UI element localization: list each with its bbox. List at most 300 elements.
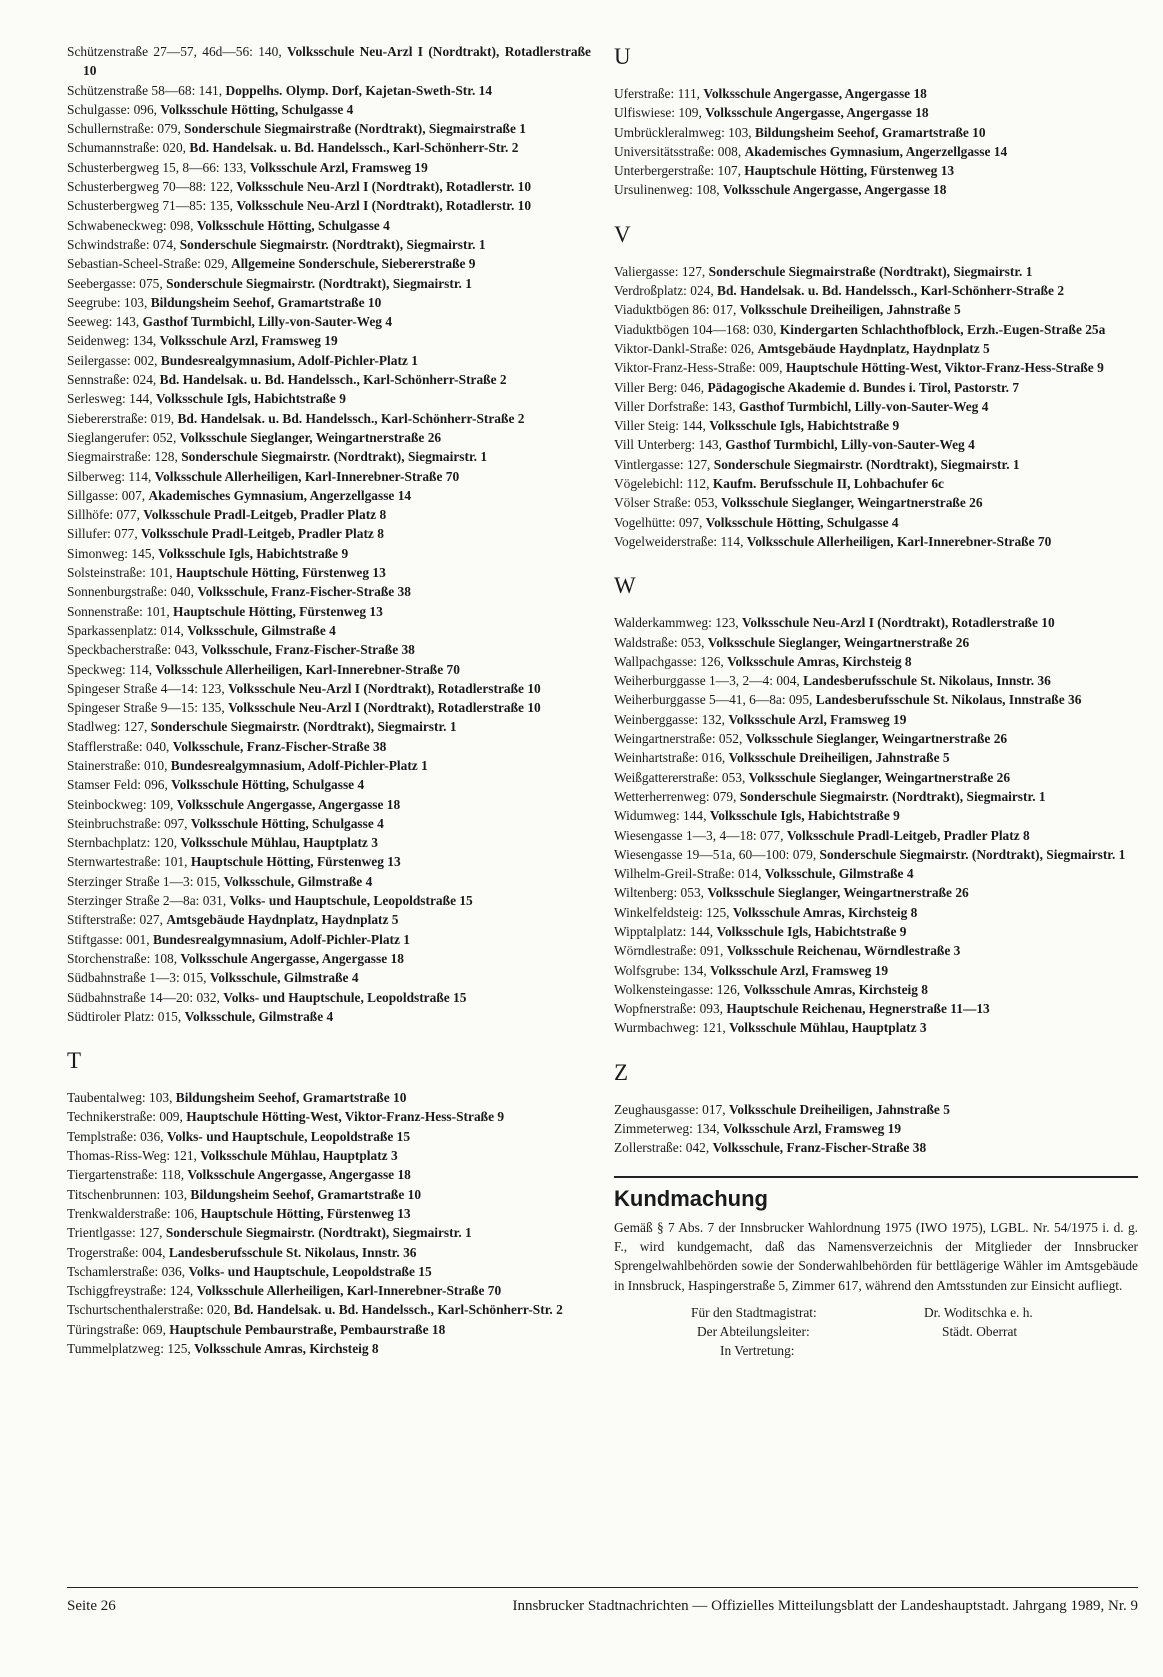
street-name: Tschurtschenthalerstraße:: [67, 1302, 204, 1318]
street-entry: [614, 262, 1138, 281]
street-name: Waldstraße:: [614, 634, 678, 650]
district-code: 097,: [164, 815, 188, 831]
street-entry: [614, 378, 1138, 397]
polling-location: Volksschule, Franz-Fischer-Straße 38: [172, 738, 387, 754]
polling-location: Bundesrealgymnasium, Adolf-Pichler-Platz 1: [170, 757, 428, 773]
street-name: Viaduktbögen 86:: [614, 302, 710, 318]
district-code: 014,: [738, 866, 762, 882]
district-code: 121,: [702, 1020, 726, 1036]
street-entry: [67, 293, 591, 312]
polling-location: Volksschule Sieglanger, Weingartnerstraße 26: [707, 634, 970, 650]
district-code: 053,: [680, 634, 705, 650]
street-entry: [67, 1281, 591, 1300]
district-code: 052,: [718, 731, 743, 747]
street-name: Steinbruchstraße:: [67, 815, 161, 831]
district-code: 132,: [701, 711, 725, 727]
street-name: Völser Straße:: [614, 495, 691, 511]
street-entry: [614, 532, 1138, 551]
street-entry: [614, 961, 1138, 980]
signature-line-1: Für den Stadtmagistrat:: [691, 1304, 817, 1320]
street-entry: [614, 435, 1138, 454]
street-name: Sternwartestraße:: [67, 854, 161, 870]
polling-location: Sonderschule Siegmairstraße (Nordtrakt), Siegmairstr. 1: [708, 263, 1033, 279]
district-code: 134,: [132, 333, 157, 349]
district-code: 108,: [153, 950, 178, 966]
polling-location: Volksschule, Gilmstraße 4: [223, 873, 373, 889]
street-name: Sillufer:: [67, 526, 111, 542]
street-entry: [67, 1339, 591, 1358]
polling-location: Volksschule Neu-Arzl I (Nordtrakt), Rotadlerstr. 10: [236, 179, 532, 195]
district-code: 029,: [204, 256, 228, 272]
street-entry: [614, 671, 1138, 690]
street-name: Siegmairstraße:: [67, 449, 152, 465]
polling-location: Amtsgebäude Haydnplatz, Haydnplatz 5: [757, 340, 990, 356]
district-code: 121,: [173, 1148, 197, 1164]
polling-location: Hauptschule Hötting, Fürstenweg 13: [173, 603, 383, 619]
polling-location: Volksschule, Franz-Fischer-Straße 38: [201, 642, 415, 658]
street-entry: [67, 1300, 591, 1319]
street-entry: [67, 891, 591, 910]
street-entry: [67, 409, 591, 428]
street-name: Winkelfeldsteig:: [614, 904, 703, 920]
street-name: Türingstraße:: [67, 1321, 140, 1337]
section-letter-u: U: [614, 44, 631, 69]
street-entry: [67, 42, 591, 81]
street-name: Schwabeneckweg:: [67, 217, 167, 233]
street-entry: [614, 845, 1138, 864]
street-entry: [67, 196, 591, 215]
district-code: 042,: [685, 1140, 710, 1156]
district-code: 125,: [706, 904, 730, 920]
district-code: 074,: [152, 236, 177, 252]
street-entry: [614, 999, 1138, 1018]
street-name: Tummelplatzweg:: [67, 1341, 164, 1356]
right-entries: [614, 42, 1138, 1158]
kundmachung-title: Kundmachung: [614, 1185, 768, 1211]
street-entry: [614, 397, 1138, 416]
street-entry: [614, 768, 1138, 787]
street-entry: [614, 1018, 1138, 1037]
street-name: Sillhöfe:: [67, 507, 114, 523]
district-code: 030,: [753, 321, 777, 337]
left-column: [67, 42, 591, 1358]
street-entry: [67, 756, 591, 775]
street-entry: [614, 729, 1138, 748]
street-entry: [67, 872, 591, 891]
polling-location: Sonderschule Siegmairstraße (Nordtrakt), Siegmairstraße 1: [184, 121, 526, 137]
street-entry: [67, 1007, 591, 1026]
street-entry: [67, 679, 591, 698]
district-code: 026,: [730, 340, 755, 356]
district-code: 127,: [686, 456, 711, 472]
street-entry: [67, 660, 591, 679]
polling-location: Bildungsheim Seehof, Gramartstraße 10: [175, 1090, 407, 1106]
street-entry: [614, 941, 1138, 960]
street-name: Ulfiswiese:: [614, 105, 675, 121]
street-entry: [67, 1146, 591, 1165]
street-entry: [67, 370, 591, 389]
polling-location: Volksschule Pradl-Leitgeb, Pradler Platz 8: [143, 507, 387, 523]
polling-location: Volksschule Amras, Kirchsteig 8: [194, 1341, 379, 1356]
street-entry: [614, 806, 1138, 825]
street-name: Universitätsstraße:: [614, 143, 715, 159]
street-name: Sonnenburgstraße:: [67, 584, 168, 600]
district-code: 096,: [133, 101, 158, 117]
street-name: Viktor-Franz-Hess-Straße:: [614, 360, 756, 376]
street-name: Wörndlestraße:: [614, 943, 697, 959]
street-name: Verdroßplatz:: [614, 283, 687, 299]
street-entry: [614, 358, 1138, 377]
street-entry: [67, 1262, 591, 1281]
street-name: Spingeser Straße 4—14:: [67, 680, 198, 696]
street-entry: [67, 814, 591, 833]
street-entry: [614, 903, 1138, 922]
polling-location: Volksschule Igls, Habichtstraße 9: [158, 545, 349, 561]
polling-location: Bildungsheim Seehof, Gramartstraße 10: [150, 294, 382, 310]
polling-location: Volks- und Hauptschule, Leopoldstraße 15: [223, 989, 467, 1005]
street-name: Walderkammweg:: [614, 615, 712, 631]
polling-location: Bundesrealgymnasium, Adolf-Pichler-Platz 1: [160, 352, 418, 368]
street-entry: [67, 1204, 591, 1223]
district-code: 101,: [164, 854, 188, 870]
polling-location: Sonderschule Siegmairstr. (Nordtrakt), Siegmairstr. 1: [181, 449, 488, 465]
street-name: Wurmbachweg:: [614, 1020, 699, 1036]
district-code: 008,: [717, 143, 742, 159]
street-name: Stadlweg:: [67, 719, 121, 735]
district-code: 036,: [140, 1128, 164, 1144]
district-code: 046,: [680, 379, 705, 395]
street-entry: [67, 1127, 591, 1146]
district-code: 053,: [694, 495, 718, 511]
street-name: Sterzinger Straße 2—8a:: [67, 893, 200, 909]
district-code: 103,: [149, 1090, 173, 1106]
polling-location: Bildungsheim Seehof, Gramartstraße 10: [190, 1186, 422, 1202]
district-code: 093,: [699, 1001, 724, 1017]
street-name: Simonweg:: [67, 545, 129, 561]
section-letter-w: W: [614, 573, 636, 599]
street-entry: [614, 123, 1138, 142]
street-entry: [67, 216, 591, 235]
street-entry: [614, 1119, 1138, 1138]
polling-location: Sonderschule Siegmairstr. (Nordtrakt), Siegmairstr. 1: [166, 275, 472, 291]
district-code: 091,: [699, 943, 724, 959]
polling-location: Hauptschule Reichenau, Hegnerstraße 11—13: [726, 1001, 990, 1017]
polling-location: Volksschule Mühlau, Hauptplatz 3: [729, 1020, 927, 1036]
signature-name: Dr. Woditschka e. h.: [924, 1304, 1033, 1320]
polling-location: Allgemeine Sonderschule, Siebererstraße 9: [231, 256, 476, 272]
polling-location: Volksschule Hötting, Schulgasse 4: [160, 101, 354, 117]
street-entry: [67, 486, 591, 505]
district-code: 123,: [201, 680, 225, 696]
street-name: Solsteinstraße:: [67, 565, 146, 581]
signature-block: [614, 1303, 1138, 1365]
polling-location: Volksschule Hötting, Schulgasse 4: [190, 815, 384, 831]
street-entry: [67, 447, 591, 466]
district-code: 031,: [202, 893, 227, 909]
street-entry: [67, 621, 591, 640]
polling-location: Volks- und Hauptschule, Leopoldstraße 15: [188, 1263, 432, 1279]
street-entry: [67, 1088, 591, 1107]
polling-location: Hauptschule Hötting, Fürstenweg 13: [176, 565, 386, 581]
street-name: Zimmeterweg:: [614, 1121, 693, 1137]
street-name: Schullernstraße:: [67, 121, 155, 137]
street-name: Seidenweg:: [67, 333, 130, 349]
street-entry: [614, 493, 1138, 512]
street-name: Seebergasse:: [67, 275, 136, 291]
district-code: 015,: [183, 970, 207, 986]
street-name: Spingeser Straße 9—15:: [67, 700, 198, 716]
street-name: Schützenstraße 27—57, 46d—56:: [67, 44, 253, 59]
street-name: Wallpachgasse:: [614, 653, 697, 669]
district-code: 052,: [152, 429, 177, 445]
street-entry: [67, 100, 591, 119]
polling-location: Volksschule Allerheiligen, Karl-Innerebner-Straße 70: [196, 1283, 502, 1299]
district-code: 017,: [712, 302, 737, 318]
street-entry: [67, 1243, 591, 1262]
street-name: Sillgasse:: [67, 487, 119, 503]
polling-location: Volksschule Hötting, Schulgasse 4: [705, 514, 899, 530]
polling-location: Volksschule Sieglanger, Weingartnerstraße 26: [745, 731, 1008, 747]
street-name: Tschamlerstraße:: [67, 1263, 159, 1279]
district-code: 114,: [720, 533, 744, 549]
street-entry: [67, 949, 591, 968]
street-name: Sparkassenplatz:: [67, 622, 157, 638]
polling-location: Sonderschule Siegmairstr. (Nordtrakt), Siegmairstr. 1: [819, 846, 1126, 862]
polling-location: Volksschule Sieglanger, Weingartnerstraße 26: [179, 429, 442, 445]
street-entry: [67, 119, 591, 138]
street-entry: [614, 864, 1138, 883]
polling-location: Volksschule Sieglanger, Weingartnerstraße 26: [721, 495, 983, 511]
polling-location: Sonderschule Siegmairstr. (Nordtrakt), Siegmairstr. 1: [150, 719, 457, 735]
street-name: Sternbachplatz:: [67, 835, 151, 851]
district-code: 127,: [139, 1225, 163, 1241]
polling-location: Hauptschule Hötting, Fürstenweg 13: [190, 854, 401, 870]
page-footer: [67, 1587, 1138, 1615]
district-code: 098,: [170, 217, 194, 233]
district-code: 014,: [160, 622, 184, 638]
district-code: 096,: [144, 777, 168, 793]
polling-location: Bd. Handelsak. u. Bd. Handelssch., Karl-Schönherr-Straße 2: [177, 410, 525, 426]
district-code: 016,: [701, 750, 726, 766]
district-code: 103,: [123, 294, 148, 310]
district-code: 079,: [157, 121, 181, 137]
district-code: 144,: [682, 418, 706, 434]
street-name: Speckweg:: [67, 661, 126, 677]
street-entry: [614, 455, 1138, 474]
district-code: 019,: [150, 410, 175, 426]
street-name: Serlesweg:: [67, 391, 126, 407]
street-entry: [614, 652, 1138, 671]
street-entry: [614, 281, 1138, 300]
street-name: Weingartnerstraße:: [614, 731, 716, 747]
district-code: 103,: [728, 124, 752, 140]
district-code: 101,: [149, 565, 173, 581]
street-entry: [67, 351, 591, 370]
street-entry: [67, 602, 591, 621]
polling-location: Volksschule Dreiheiligen, Jahnstraße 5: [728, 1101, 950, 1117]
street-entry: [67, 795, 591, 814]
street-name: Stainerstraße:: [67, 757, 141, 773]
polling-location: Sonderschule Siegmairstr. (Nordtrakt), Siegmairstr. 1: [179, 236, 486, 252]
street-name: Stiftgasse:: [67, 931, 123, 947]
street-name: Weißgattererstraße:: [614, 769, 719, 785]
street-entry: [614, 980, 1138, 999]
district-code: 141,: [198, 82, 223, 98]
street-entry: [614, 613, 1138, 632]
street-entry: [614, 1138, 1138, 1157]
polling-location: Volksschule Hötting, Schulgasse 4: [171, 777, 365, 793]
polling-location: Landesberufsschule St. Nikolaus, Innstr. 36: [168, 1244, 417, 1260]
street-name: Tschiggfreystraße:: [67, 1283, 167, 1299]
street-entry: [67, 312, 591, 331]
street-name: Wipptalplatz:: [614, 923, 687, 939]
district-code: 079,: [792, 846, 817, 862]
polling-location: Volksschule Angergasse, Angergasse 18: [723, 182, 947, 198]
district-code: 069,: [142, 1321, 166, 1337]
district-code: 111,: [677, 86, 701, 101]
district-code: 134,: [696, 1121, 720, 1137]
street-name: Viller Dorfstraße:: [614, 398, 709, 414]
polling-location: Bd. Handelsak. u. Bd. Handelssch., Karl-Schönherr-Str. 2: [189, 140, 519, 156]
polling-location: Volksschule Arzl, Framsweg 19: [159, 333, 338, 349]
polling-location: Volks- und Hauptschule, Leopoldstraße 15: [166, 1128, 411, 1144]
street-name: Vogelhütte:: [614, 514, 676, 530]
section-letter-z: Z: [614, 1059, 629, 1085]
street-name: Stifterstraße:: [67, 912, 137, 928]
street-entry: [67, 930, 591, 949]
district-code: 009,: [159, 1109, 183, 1125]
district-code: 108,: [696, 182, 720, 198]
street-entry: [67, 910, 591, 929]
polling-location: Volksschule, Gilmstraße 4: [184, 1008, 334, 1024]
street-name: Ursulinenweg:: [614, 182, 693, 198]
district-code: 109,: [678, 105, 702, 121]
district-code: 122,: [209, 179, 234, 195]
district-code: 107,: [717, 163, 741, 179]
street-name: Uferstraße:: [614, 86, 675, 101]
district-code: 101,: [146, 603, 170, 619]
polling-location: Sonderschule Siegmairstr. (Nordtrakt), Siegmairstr. 1: [713, 456, 1020, 472]
polling-location: Volksschule Reichenau, Wörndlestraße 3: [726, 943, 961, 959]
district-code: 015,: [196, 873, 221, 889]
street-entry: [614, 300, 1138, 319]
polling-location: Bundesrealgymnasium, Adolf-Pichler-Platz 1: [152, 931, 410, 947]
street-entry: [67, 274, 591, 293]
polling-location: Volksschule, Franz-Fischer-Straße 38: [197, 584, 411, 600]
polling-location: Akademisches Gymnasium, Angerzellgasse 14: [744, 143, 1008, 159]
street-entry: [67, 254, 591, 273]
street-name: Viller Berg:: [614, 379, 678, 395]
street-name: Widumweg:: [614, 808, 680, 824]
polling-location: Volksschule Mühlau, Hauptplatz 3: [180, 835, 378, 851]
district-code: 002,: [134, 352, 158, 368]
street-entry: [67, 1165, 591, 1184]
street-entry: [67, 235, 591, 254]
street-name: Südbahnstraße 14—20:: [67, 989, 194, 1005]
polling-location: Volksschule Angergasse, Angergasse 18: [176, 796, 401, 812]
polling-location: Volksschule Allerheiligen, Karl-Innerebner-Straße 70: [154, 468, 460, 484]
district-code: 114,: [128, 468, 152, 484]
kundmachung-body: Gemäß § 7 Abs. 7 der Innsbrucker Wahlordnung 1975 (IWO 1975), LGBL. Nr. 54/1975 i. d. g. F., wird kundgemacht, daß das Namensverzeichnis der Mitglieder der Innsbrucker Sprengelwahlbehörden sowie der Sonderwahlbehörden für bettlägerige Wähler im Amtsgebäude in Innsbruck, Haspingerstraße 5, Zimmer 617, während den Amtsstunden zur Einsicht aufliegt.: [614, 1219, 1138, 1293]
street-name: Storchenstraße:: [67, 950, 151, 966]
street-entry: [614, 103, 1138, 122]
section-letter-v: V: [614, 221, 631, 247]
street-entry: [614, 320, 1138, 339]
street-name: Thomas-Riss-Weg:: [67, 1148, 171, 1164]
street-entry: [67, 968, 591, 987]
district-code: 020,: [162, 140, 187, 156]
street-name: Wopfnerstraße:: [614, 1001, 697, 1017]
polling-location: Gasthof Turmbichl, Lilly-von-Sauter-Weg 4: [725, 437, 975, 453]
street-name: Weiherburggasse 1—3, 2—4:: [614, 673, 773, 689]
district-code: 075,: [139, 275, 163, 291]
street-name: Wetterherrenweg:: [614, 788, 710, 804]
street-entry: [67, 1185, 591, 1204]
district-code: 125,: [167, 1341, 191, 1356]
polling-location: Bd. Handelsak. u. Bd. Handelssch., Karl-Schönherr-Straße 2: [159, 372, 507, 388]
polling-location: Volksschule Arzl, Framsweg 19: [710, 962, 889, 978]
street-entry: [67, 524, 591, 543]
polling-location: Kaufm. Berufsschule II, Lohbachufer 6c: [712, 476, 944, 492]
street-name: Vögelebichl:: [614, 476, 684, 492]
street-entry: [67, 1320, 591, 1339]
street-name: Steinbockweg:: [67, 796, 147, 812]
polling-location: Pädagogische Akademie d. Bundes i. Tirol, Pastorstr. 7: [707, 379, 1020, 395]
district-code: 144,: [683, 808, 707, 824]
right-column: [614, 42, 1138, 1365]
district-code: 077,: [116, 507, 140, 523]
street-name: Unterbergerstraße:: [614, 163, 715, 179]
district-code: 118,: [161, 1167, 185, 1183]
street-name: Südbahnstraße 1—3:: [67, 970, 180, 986]
street-entry: [614, 416, 1138, 435]
kundmachung-notice: [614, 1176, 1138, 1365]
polling-location: Volksschule Neu-Arzl I (Nordtrakt), Rotadlerstraße 10: [228, 680, 541, 696]
district-code: 144,: [129, 391, 153, 407]
street-name: Speckbacherstraße:: [67, 642, 172, 658]
polling-location: Volksschule Igls, Habichtstraße 9: [716, 923, 907, 939]
district-code: 032,: [196, 989, 220, 1005]
street-entry: [614, 883, 1138, 902]
district-code: 077,: [114, 526, 138, 542]
street-name: Schützenstraße 58—68:: [67, 82, 196, 98]
street-entry: [614, 922, 1138, 941]
district-code: 079,: [712, 788, 737, 804]
polling-location: Sonderschule Siegmairstr. (Nordtrakt), Siegmairstr. 1: [739, 788, 1046, 804]
street-entry: [67, 1107, 591, 1126]
street-name: Trogerstraße:: [67, 1244, 139, 1260]
polling-location: Gasthof Turmbichl, Lilly-von-Sauter-Weg 4: [738, 398, 989, 414]
polling-location: Volksschule Pradl-Leitgeb, Pradler Platz 8: [141, 526, 384, 542]
polling-location: Volksschule, Gilmstraße 4: [209, 970, 359, 986]
polling-location: Doppelhs. Olymp. Dorf, Kajetan-Sweth-Str. 14: [225, 82, 493, 98]
district-code: 015,: [157, 1008, 182, 1024]
street-name: Siebererstraße:: [67, 410, 148, 426]
district-code: 145,: [131, 545, 155, 561]
district-code: 053,: [721, 769, 746, 785]
polling-location: Volksschule Allerheiligen, Karl-Innerebner-Straße 70: [746, 533, 1052, 549]
street-entry: [67, 505, 591, 524]
street-name: Schwindstraße:: [67, 236, 150, 252]
street-name: Vogelweiderstraße:: [614, 533, 718, 549]
street-name: Trenkwalderstraße:: [67, 1205, 171, 1221]
street-entry: [67, 717, 591, 736]
polling-location: Volksschule, Franz-Fischer-Straße 38: [712, 1140, 927, 1156]
street-entry: [614, 633, 1138, 652]
polling-location: Volksschule Angergasse, Angergasse 18: [703, 86, 927, 101]
street-entry: [67, 331, 591, 350]
street-entry: [67, 428, 591, 447]
